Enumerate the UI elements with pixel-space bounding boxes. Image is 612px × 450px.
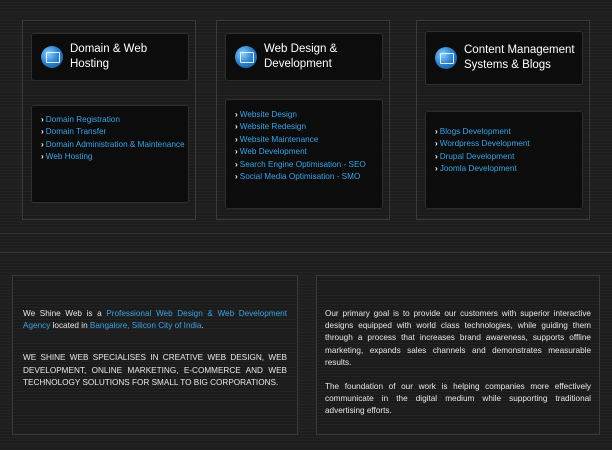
service-link[interactable]: › Domain Registration [41, 115, 120, 124]
about-panel-left [12, 275, 298, 435]
chevron-right-icon: › [435, 127, 438, 136]
chevron-right-icon: › [41, 139, 44, 149]
section-divider [0, 252, 612, 253]
service-title-web-design: Web Design & Development [264, 43, 338, 70]
about-specialises: WE SHINE WEB SPECIALISES IN CREATIVE WEB DESIGN, WEB DEVELOPMENT, ONLINE MARKETING, E-COMMERCE AND WEB TECHNOLOGY SOLUTIONS FOR SMALL TO BIG CORPORATIONS. [23, 353, 287, 387]
chevron-right-icon: › [41, 127, 44, 137]
chevron-right-icon: › [435, 139, 438, 149]
service-link[interactable]: › Website Design [235, 110, 297, 119]
chevron-right-icon: › [235, 172, 238, 182]
chevron-right-icon: › [435, 151, 438, 161]
service-link[interactable]: › Domain Administration & Maintenance [41, 139, 185, 149]
globe-computer-icon [41, 46, 63, 68]
service-header-hosting [31, 33, 189, 81]
service-link[interactable]: › Website Redesign [235, 122, 307, 132]
section-divider [0, 233, 612, 234]
service-header-cms [425, 31, 583, 85]
service-link[interactable]: › Search Engine Optimisation - SEO [235, 159, 366, 169]
about-panel-right [316, 275, 600, 435]
service-column-cms [416, 20, 590, 220]
globe-computer-icon [435, 47, 457, 69]
chevron-right-icon: › [235, 134, 238, 144]
agency-link[interactable]: Professional Web Design & Web Development Agency [23, 309, 287, 331]
chevron-right-icon: › [235, 110, 238, 119]
service-title-hosting: Domain & Web Hosting [70, 43, 148, 70]
service-link[interactable]: › Social Media Optimisation - SMO [235, 172, 361, 182]
service-link[interactable]: › Web Hosting [41, 152, 93, 162]
about-foundation: The foundation of our work is helping companies more effectively communicate in the digital medium while supporting traditional advertising efforts. [325, 382, 591, 416]
service-link[interactable]: › Web Development [235, 147, 307, 157]
service-list-web-design [225, 99, 383, 209]
chevron-right-icon: › [41, 115, 44, 124]
chevron-right-icon: › [235, 159, 238, 169]
globe-computer-icon [235, 46, 257, 68]
chevron-right-icon: › [41, 152, 44, 162]
service-column-hosting [22, 20, 196, 220]
service-link[interactable]: › Blogs Development [435, 127, 511, 136]
service-link[interactable]: › Domain Transfer [41, 127, 107, 137]
about-goal: Our primary goal is to provide our customers with superior interactive designs equipped with world class technologies, while guiding them through a process that increases brand awareness, supports offline marketing, expands sales channels and demonstrates measurable results. [325, 309, 591, 367]
service-column-web-design [216, 20, 390, 220]
chevron-right-icon: › [235, 122, 238, 132]
service-title-cms: Content Management Systems & Blogs [464, 44, 575, 71]
service-link[interactable]: › Joomla Development [435, 164, 517, 174]
service-list-cms [425, 111, 583, 209]
chevron-right-icon: › [235, 147, 238, 157]
service-header-web-design [225, 33, 383, 81]
location-link[interactable]: Bangalore, Silicon City of India [89, 321, 202, 331]
service-link[interactable]: › Website Maintenance [235, 134, 319, 144]
service-list-hosting [31, 105, 189, 203]
service-link[interactable]: › Drupal Development [435, 151, 515, 161]
chevron-right-icon: › [435, 164, 438, 174]
about-intro: We Shine Web is a Professional Web Design & Web Development Agency located in Bangalore, Silicon City of India. [23, 309, 287, 331]
service-link[interactable]: › Wordpress Development [435, 139, 530, 149]
